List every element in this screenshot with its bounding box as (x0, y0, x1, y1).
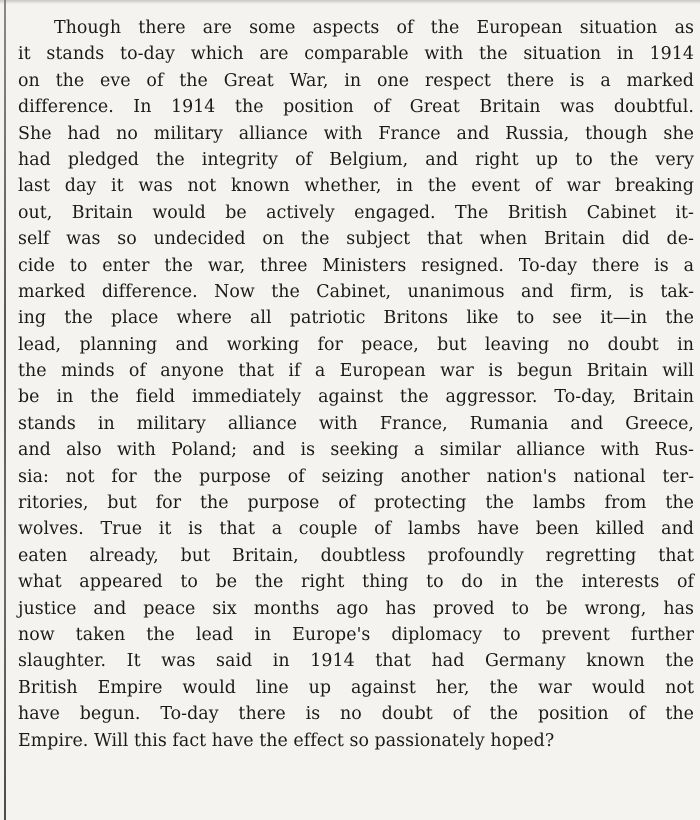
text-line: out, Britain would be actively engaged. The British Cabinet it- (18, 202, 694, 223)
clipping-top-edge (0, 0, 700, 4)
text-line: eaten already, but Britain, doubtless profoundly regretting that (18, 545, 694, 566)
text-line: wolves. True it is that a couple of lambs have been killed and (18, 519, 694, 540)
text-line: justice and peace six months ago has proved to be wrong, has (18, 598, 694, 619)
text-line: British Empire would line up against her, the war would not (18, 677, 694, 698)
column-rule (4, 0, 6, 820)
text-line: lead, planning and working for peace, but leaving no doubt in (18, 334, 694, 355)
text-line: on the eve of the Great War, in one respect there is a marked (18, 70, 694, 91)
text-line: sia: not for the purpose of seizing another nation's national ter- (18, 466, 694, 487)
text-line: ritories, but for the purpose of protecting the lambs from the (18, 493, 694, 514)
text-line: had pledged the integrity of Belgium, and right up to the very (18, 149, 694, 170)
text-line: last day it was not known whether, in the event of war breaking (18, 176, 694, 197)
text-line: now taken the lead in Europe's diplomacy to prevent further (18, 624, 694, 645)
text-line: stands in military alliance with France, Rumania and Greece, (18, 413, 694, 434)
text-line: Though there are some aspects of the European situation as (54, 18, 694, 38)
text-line: She had no military alliance with France and Russia, though she (18, 123, 694, 144)
text-line: self was so undecided on the subject that when Britain did de- (18, 229, 694, 250)
text-line: it stands to-day which are comparable with the situation in 1914 (18, 44, 694, 65)
text-line: difference. In 1914 the position of Great Britain was doubtful. (18, 97, 694, 118)
article-body (18, 15, 694, 754)
text-line: Empire. Will this fact have the effect so passionately hoped? (18, 730, 555, 751)
text-line: the minds of anyone that if a European war is begun Britain will (18, 361, 694, 382)
text-line: marked difference. Now the Cabinet, unanimous and firm, is tak- (18, 281, 694, 302)
text-line: ing the place where all patriotic Britons like to see it—in the (18, 308, 694, 329)
text-line: slaughter. It was said in 1914 that had Germany known the (18, 651, 694, 672)
text-line: cide to enter the war, three Ministers resigned. To-day there is a (18, 255, 694, 276)
text-line: and also with Poland; and is seeking a similar alliance with Rus- (18, 440, 694, 461)
text-line: be in the field immediately against the aggressor. To-day, Britain (18, 387, 694, 408)
text-line: have begun. To-day there is no doubt of the position of the (18, 704, 694, 725)
text-line: what appeared to be the right thing to do in the interests of (18, 572, 694, 593)
